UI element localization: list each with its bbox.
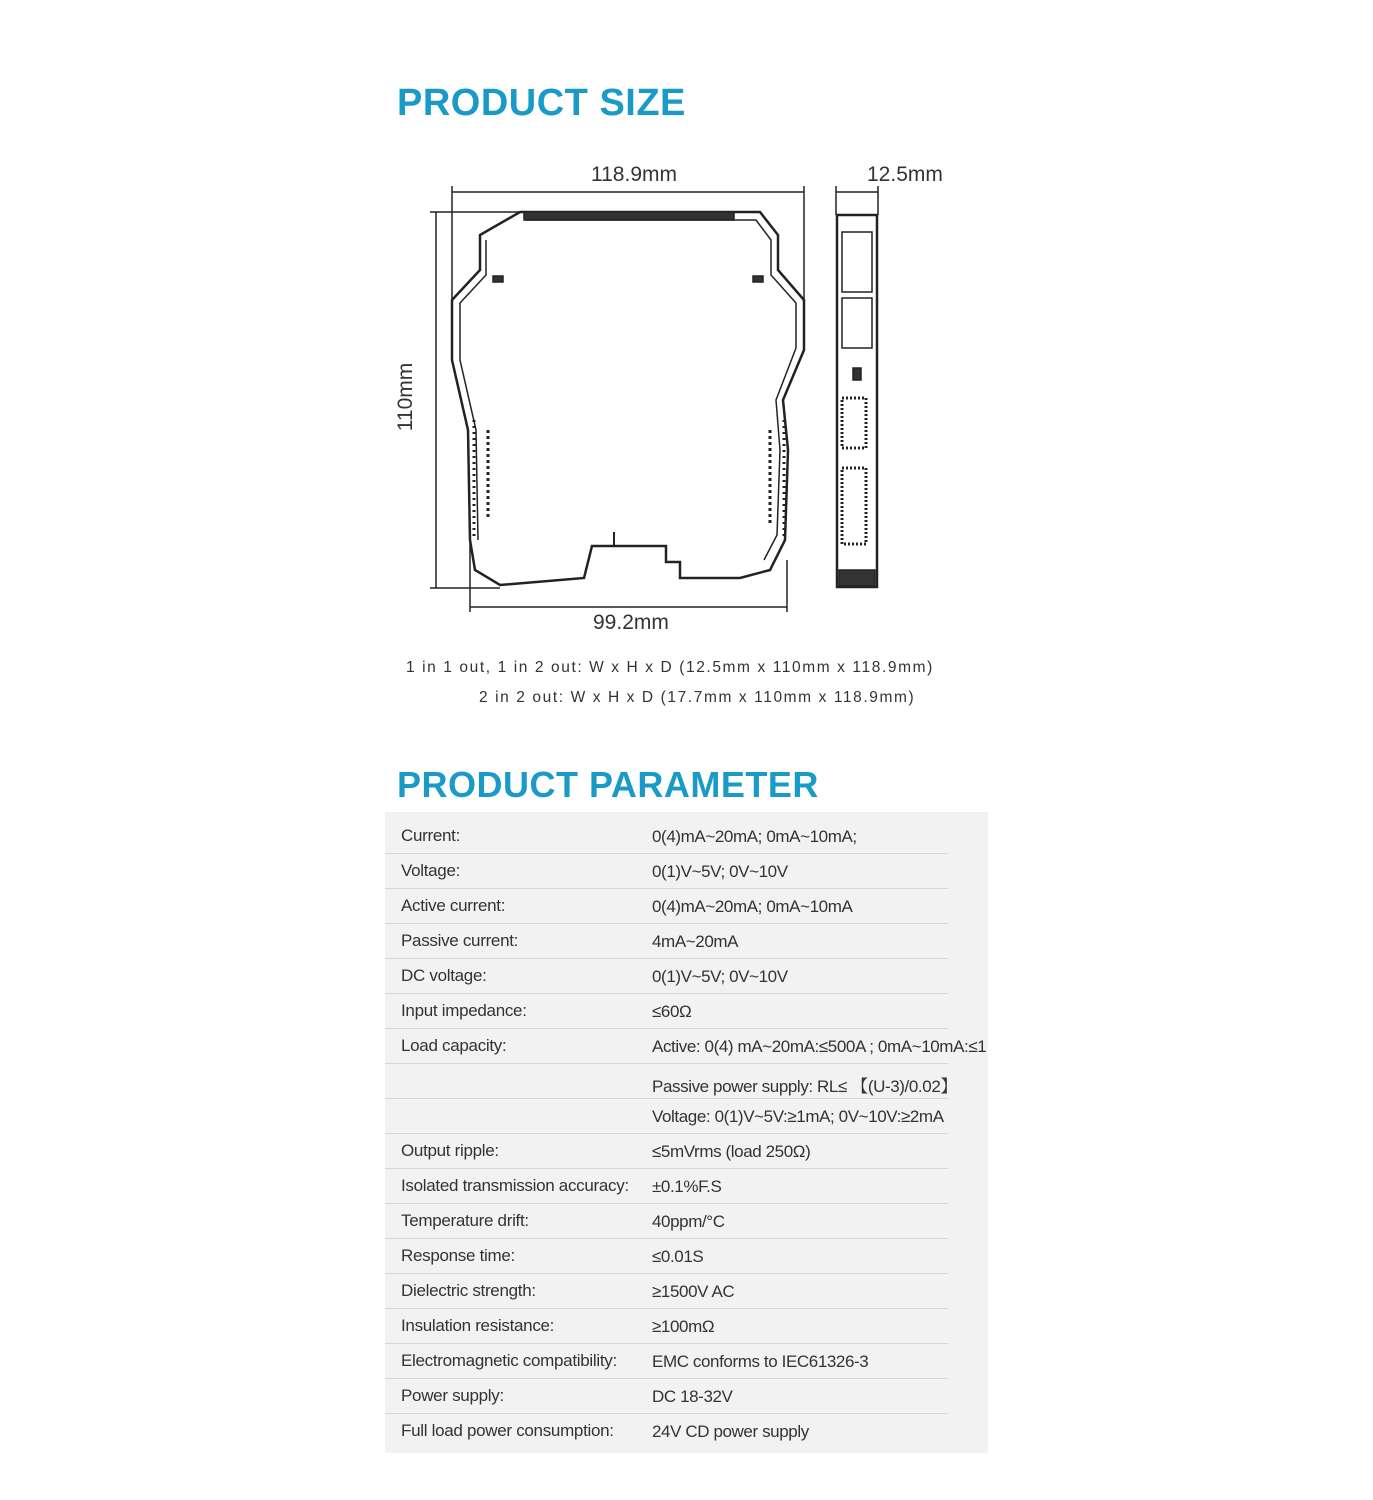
product-parameter-title: PRODUCT PARAMETER [397,764,819,805]
parameter-value: ≤5mVrms (load 250Ω) [652,1142,811,1161]
parameter-value: ±0.1%F.S [652,1177,722,1196]
parameter-label: Response time: [401,1246,515,1265]
parameter-label: Voltage: [401,861,461,880]
depth-dimension-label: 118.9mm [591,163,677,186]
parameter-table [385,812,988,1453]
parameter-value: ≤60Ω [652,1002,692,1021]
parameter-label: Dielectric strength: [401,1281,536,1300]
parameter-label: Temperature drift: [401,1211,529,1230]
parameter-value: ≤0.01S [652,1247,704,1266]
table-row [385,888,948,924]
dimension-drawing [0,0,1373,650]
parameter-value: EMC conforms to IEC61326-3 [652,1352,869,1371]
parameter-value: 24V CD power supply [652,1422,809,1441]
table-row [385,1413,948,1448]
table-row [385,1133,948,1169]
parameter-label: Power supply: [401,1386,504,1405]
parameter-value: 40ppm/°C [652,1212,725,1231]
table-row [385,958,948,994]
parameter-label: Input impedance: [401,1001,527,1020]
parameter-label: Full load power consumption: [401,1421,614,1440]
parameter-label: Electromagnetic compatibility: [401,1351,617,1370]
product-size-title: PRODUCT SIZE [397,82,686,124]
parameter-label: Active current: [401,896,506,915]
table-row [385,993,948,1029]
parameter-value: DC 18-32V [652,1387,733,1406]
parameter-label: Insulation resistance: [401,1316,555,1335]
parameter-value: ≥100mΩ [652,1317,715,1336]
parameter-value: 0(1)V~5V; 0V~10V [652,967,788,986]
table-row [385,853,948,889]
table-row [385,1168,948,1204]
table-row [385,1378,948,1414]
parameter-value: 0(4)mA~20mA; 0mA~10mA; [652,827,857,846]
parameter-label: Output ripple: [401,1141,499,1160]
table-row [385,818,948,854]
width-dimension-label: 12.5mm [867,163,943,186]
parameter-label: Load capacity: [401,1036,507,1055]
table-row [385,1238,948,1274]
height-dimension-label: 110mm [394,362,418,432]
table-row [385,1343,948,1379]
parameter-label: Isolated transmission accuracy: [401,1176,629,1195]
parameter-value: 4mA~20mA [652,932,739,951]
parameter-value: ≥1500V AC [652,1282,735,1301]
table-row [385,1308,948,1344]
table-row [385,923,948,959]
parameter-label: DC voltage: [401,966,487,985]
parameter-label: Current: [401,826,461,845]
table-row [385,1273,948,1309]
table-row [385,1203,948,1239]
parameter-value: Active: 0(4) mA~20mA:≤500A ; 0mA~10mA:≤1 [652,1037,987,1056]
parameter-value: 0(1)V~5V; 0V~10V [652,862,788,881]
base-dimension-label: 99.2mm [593,611,669,634]
parameter-value: Passive power supply: RL≤ 【(U-3)/0.02】 [652,1077,957,1096]
parameter-value: 0(4)mA~20mA; 0mA~10mA [652,897,853,916]
table-row [385,1028,987,1064]
size-note-1: 1 in 1 out, 1 in 2 out: W x H x D (12.5mm x 110mm x 118.9mm) [406,659,934,676]
table-row [385,1098,948,1134]
table-row [385,1063,957,1099]
parameter-value: Voltage: 0(1)V~5V:≥1mA; 0V~10V:≥2mA [652,1107,944,1126]
parameter-label: Passive current: [401,931,519,950]
size-note-2: 2 in 2 out: W x H x D (17.7mm x 110mm x 118.9mm) [479,689,916,706]
